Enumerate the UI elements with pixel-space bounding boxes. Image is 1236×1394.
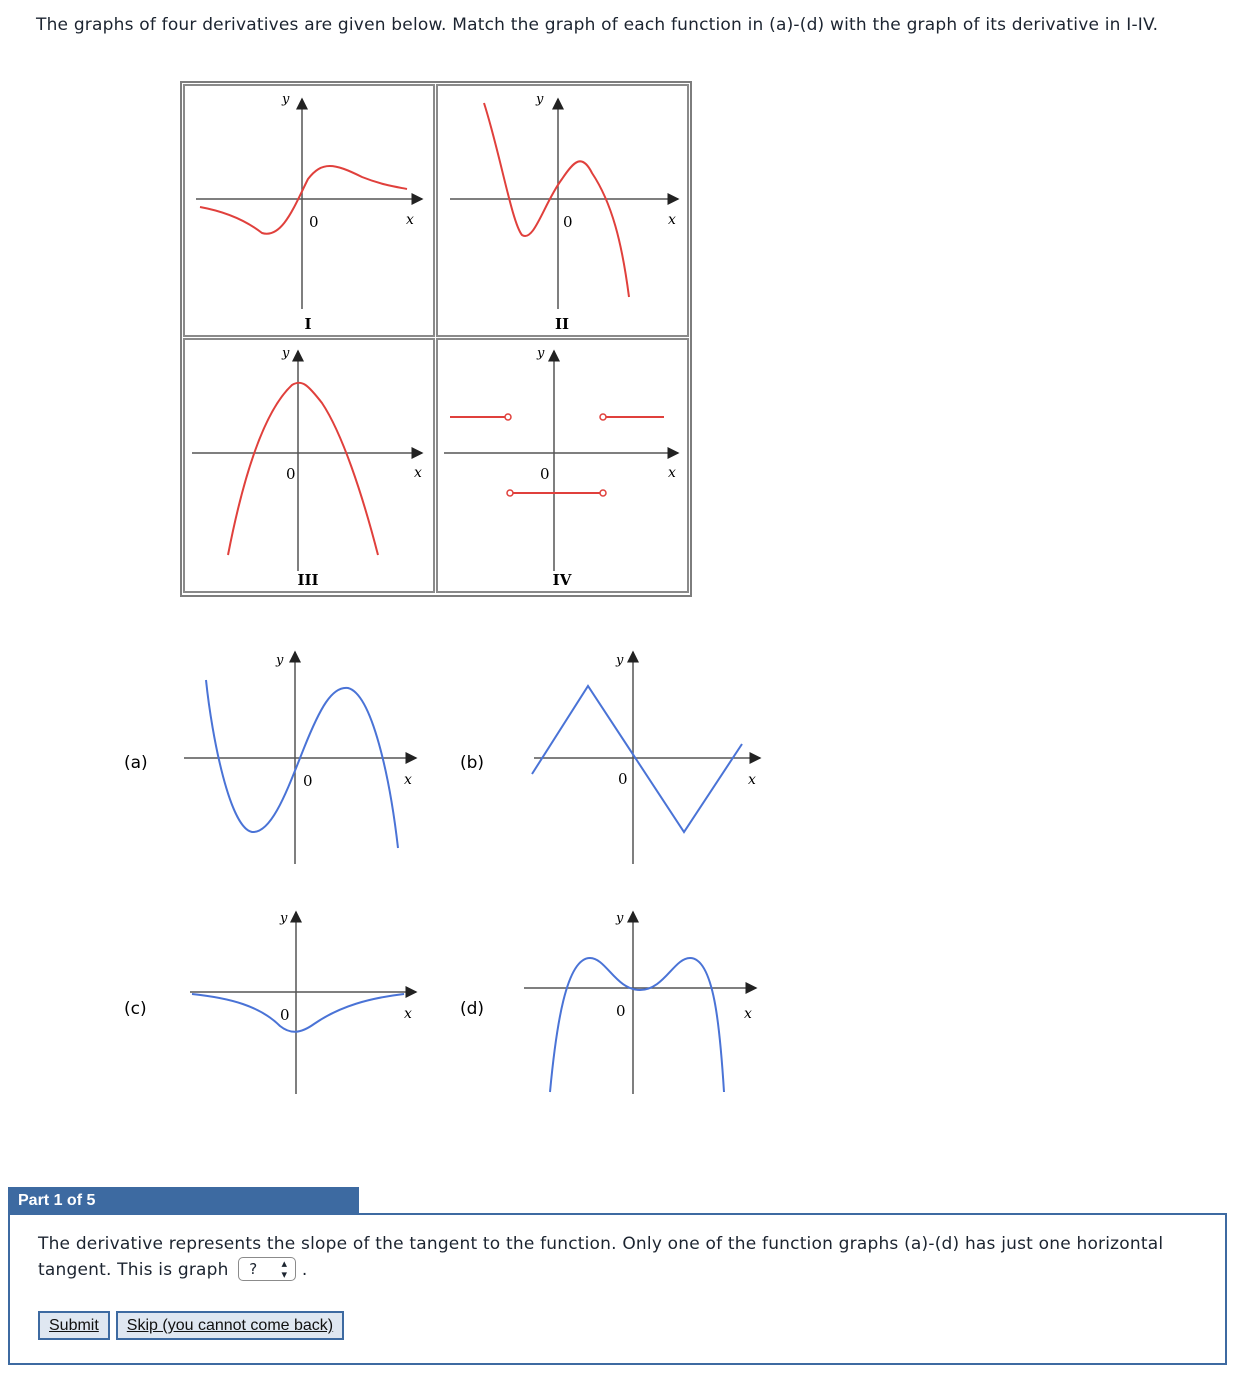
graph-IV-open-dot-2 <box>507 490 513 496</box>
graph-a-origin-label: 0 <box>303 772 313 790</box>
graph-IV-open-dot-4 <box>600 414 606 420</box>
submit-button[interactable]: Submit <box>38 1311 110 1340</box>
graph-d-x-label: x <box>744 1006 752 1022</box>
graph-III-y-label: y <box>282 346 290 361</box>
graph-b-x-label: x <box>748 772 756 788</box>
cell-IV-border <box>437 339 688 592</box>
graph-b-curve <box>532 686 742 832</box>
graph-d-label: (d) <box>460 999 485 1019</box>
graph-answer-select[interactable] <box>238 1257 296 1281</box>
graph-c-y-label: y <box>280 911 288 926</box>
function-graphs-svg <box>100 628 800 1128</box>
graph-answer-select-value: ? <box>249 1259 258 1278</box>
graph-IV-label: IV <box>552 571 572 589</box>
graph-II <box>450 92 678 333</box>
graph-c <box>124 911 416 1094</box>
graph-IV-x-label: x <box>668 465 676 481</box>
graph-I <box>196 92 422 333</box>
part-trailing-period: . <box>301 1260 308 1280</box>
cell-I-border <box>184 85 434 336</box>
graph-d <box>460 911 756 1094</box>
graph-c-curve <box>192 994 404 1032</box>
graph-b-label: (b) <box>460 753 485 773</box>
graph-c-label: (c) <box>124 999 147 1019</box>
graph-I-x-label: x <box>406 212 414 228</box>
cell-III-border <box>184 339 434 592</box>
cell-II-border <box>437 85 688 336</box>
graph-II-y-label: y <box>536 92 544 107</box>
graph-b-origin-label: 0 <box>618 770 628 788</box>
graph-d-curve <box>550 958 724 1092</box>
graph-III-x-label: x <box>414 465 422 481</box>
question-text: The graphs of four derivatives are given below. Match the graph of each function in (a)-(d) with the graph of its derivative in I-IV. <box>36 15 1159 35</box>
select-arrows-icon: ▴ ▾ <box>281 1256 288 1281</box>
part-text-container <box>38 1231 1198 1283</box>
part-instruction-text: The derivative represents the slope of the tangent to the function. Only one of the function graphs (a)-(d) has just one horizontal tangent. This is graph <box>38 1234 1164 1280</box>
graph-IV-open-dot-1 <box>505 414 511 420</box>
graph-III-curve <box>228 383 378 555</box>
graph-IV-open-dot-3 <box>600 490 606 496</box>
function-graphs-panel <box>100 628 800 1128</box>
graph-I-y-label: y <box>282 92 290 107</box>
graph-I-label: I <box>304 315 312 333</box>
graph-d-origin-label: 0 <box>616 1002 626 1020</box>
graph-II-origin-label: 0 <box>563 213 573 231</box>
graph-II-x-label: x <box>668 212 676 228</box>
graph-II-label: II <box>554 315 570 333</box>
graph-I-origin-label: 0 <box>309 213 319 231</box>
graph-a-curve <box>206 680 398 848</box>
part-header: Part 1 of 5 <box>8 1187 359 1214</box>
derivative-graphs-svg <box>182 83 690 595</box>
button-row <box>38 1311 344 1340</box>
graph-c-origin-label: 0 <box>280 1006 290 1024</box>
graph-IV-y-label: y <box>537 346 545 361</box>
graph-IV <box>444 346 678 589</box>
graph-b <box>460 652 760 864</box>
part-panel <box>8 1213 1227 1365</box>
graph-c-x-label: x <box>404 1006 412 1022</box>
graph-a <box>124 652 416 864</box>
graph-I-curve <box>200 166 407 234</box>
skip-button[interactable]: Skip (you cannot come back) <box>116 1311 344 1340</box>
graph-a-y-label: y <box>276 653 284 668</box>
graph-III <box>192 346 422 589</box>
graph-III-label: III <box>297 571 319 589</box>
graph-a-label: (a) <box>124 753 148 773</box>
graph-III-origin-label: 0 <box>286 465 296 483</box>
graph-IV-origin-label: 0 <box>540 465 550 483</box>
derivative-graphs-panel <box>180 81 692 597</box>
graph-b-y-label: y <box>616 653 624 668</box>
graph-II-curve <box>484 103 629 297</box>
graph-a-x-label: x <box>404 772 412 788</box>
graph-d-y-label: y <box>616 911 624 926</box>
